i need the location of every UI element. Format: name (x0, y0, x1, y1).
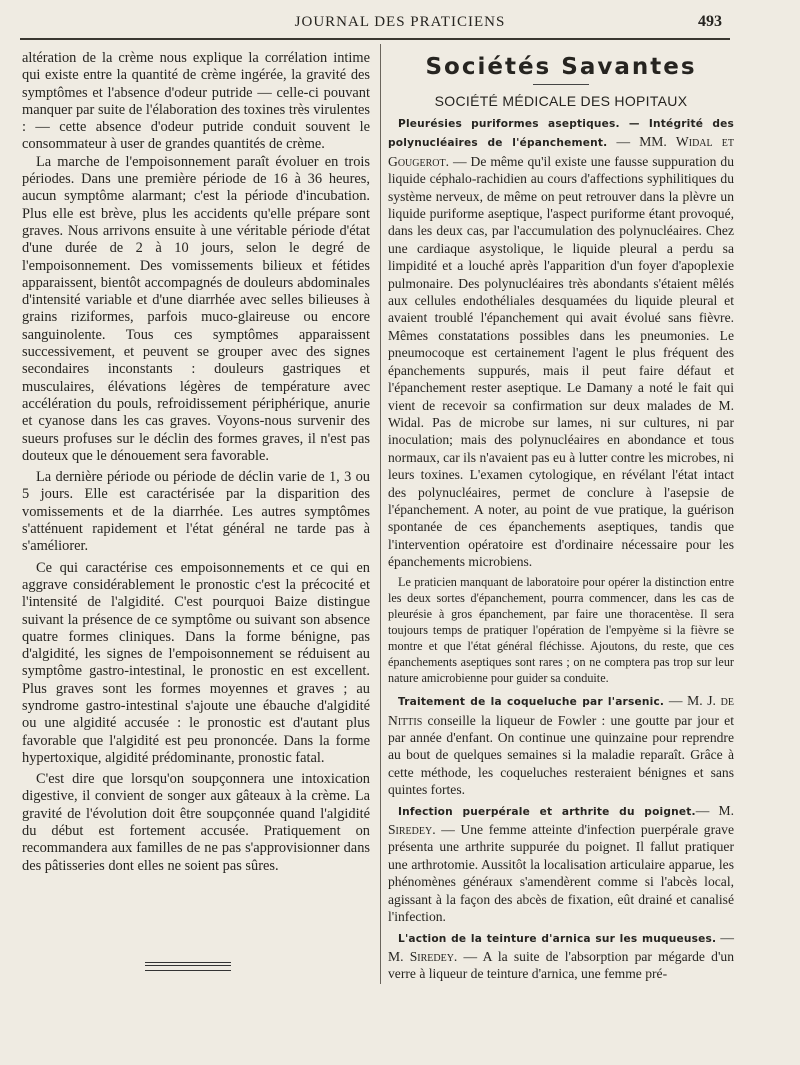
column-divider (380, 44, 381, 984)
journal-title: JOURNAL DES PRATICIENS (294, 14, 506, 30)
entry-author: Siredey. (388, 822, 436, 838)
entry-infection (388, 802, 734, 926)
practitioner-note: Le praticien manquant de laboratoire pour opérer la distinction entre les deux sortes d'épanchement, pourra commencer, dans les cas de pleurésie à gros épanchement, par faire une thoracentèse. Il sera toujours temps de pratiquer l'opération de l'empyème si la fièvre se montre et que l'état général fléchisse. Ajoutons, du reste, que ces épanchements aseptiques sont rares ; on ne comptera pas trop sur leur nature amicrobienne pour guider sa conduite. (388, 574, 734, 686)
entry-body: — Une femme atteinte d'infection puerpérale grave présenta une arthrite suppurée du poignet. Il fallut pratiquer une arthrotomie. Aussitôt la localisation articulaire apparue, les phénomènes généraux s'amendèrent comme si l'abcès local, agissant à la façon des abcès de fixation, eût drainé et canalisé l'infection. (388, 822, 734, 925)
left-column (22, 50, 370, 875)
entry-author: de Nittis (388, 693, 734, 728)
right-column (388, 50, 734, 986)
entry-heading: Traitement de la coqueluche par l'arsenic. (398, 696, 665, 709)
entry-heading: Pleurésies puriformes aseptiques. — Intégrité des polynucléaires de l'épanchement. (388, 118, 734, 150)
entry-arnica (388, 929, 734, 983)
page-header (0, 0, 800, 40)
entry-body: — De même qu'il existe une fausse suppuration du liquide céphalo-rachidien au cours d'affections syphilitiques du système nerveux, de même on peut retrouver dans la plèvre un liquide puriforme aseptique, l'aspect puriforme étant provoqué, dans les deux cas, par l'accumulation des polynucléaires. Chez une cardiaque asystolique, le liquide pleural a perdu sa limpidité et a louché après l'apparition d'un foyer d'apoplexie pulmonaire. Des polynucléaires très abondants s'étaient mêlés aux cellules endothéliales desquamées du liquide pleural et avaient troublé l'épanchement qui avait évolué sans fièvre. Mêmes constatations possibles dans les pneumonies. Le pneumocoque est certainement l'agent le plus fréquent des épanchements suppurés, mais il peut faire défaut et l'épanchement rester aseptique. Le Damany a noté le fait qui vient de recevoir sa confirmation sur deux malades de M. Widal. Pas de microbe sur lames, ni sur cultures, ni par inoculation; mais des polynucléaires en abondance et tous normaux, car ils n'avaient pas eu à lutter contre les microbes, ni leurs toxines. L'examen cytologique, en révélant l'état intact des polynucléaires, permet de conclure à l'asepsie de l'épanchement. A noter, au point de vue pratique, la guérison spontanée de ces épanchements aseptiques, tandis que l'intervention opératoire est d'ordinaire nécessaire pour les épanchements microbiens. (388, 153, 734, 570)
section-title: Sociétés Savantes (425, 54, 697, 80)
end-ornament (145, 962, 231, 971)
paragraph: Ce qui caractérise ces empoisonnements et ce qui en aggrave considérablement le pronostic c'est la précocité et l'intensité de l'algidité. C'est pourquoi Baize distingue suivant la présence de ce symptôme ou suivant son absence quatre formes cliniques. Dans la forme bénigne, pas d'algidité, les signes de l'empoisonnement se réduisent au symptôme gastro-intestinal, le pronostic en est excellent. Plus graves sont les formes moyennes et graves ; au syndrome gastro-intestinal s'ajoute une ébauche d'algidité ou une algidité accusée : le pronostic est d'autant plus favorable que l'algidité est peu prononcée. Dans la forme hypertoxique, algidité prédominante, pronostic fatal. (22, 559, 370, 766)
entry-heading: L'action de la teinture d'arnica sur les muqueuses. (398, 932, 717, 945)
entry-author: Siredey. (409, 948, 458, 964)
entry-heading: Infection puerpérale et arthrite du poignet. (398, 805, 696, 818)
paragraph: La dernière période ou période de déclin varie de 1, 3 ou 5 jours. Elle est caractérisée par la disparition des vomissements et de la diarrhée. Les autres symptômes s'atténuent rapidement et l'état général ne tarde pas à s'améliorer. (22, 469, 370, 555)
entry-body: — A la suite de l'absorption par mégarde d'un verre à liqueur de teinture d'arnica, une femme pré- (388, 948, 735, 982)
entry-separator: — M. J. (664, 693, 721, 709)
entry-separator: — M. (388, 929, 734, 964)
entry-separator: — M. (695, 802, 735, 818)
page-number: 493 (698, 13, 722, 30)
entry-body: conseille la liqueur de Fowler : une goutte par jour et par année d'enfant. On continue une quinzaine pour reprendre au bout de quelques semaines si la maladie reparaît. Grâce à cette méthode, les coqueluches resteraient bénignes et sans quintes fortes. (388, 712, 734, 798)
society-heading: SOCIÉTÉ MÉDICALE DES HOPITAUX (434, 93, 688, 109)
entry-author: Widal et Gougerot. (388, 134, 734, 169)
title-rule (533, 84, 589, 85)
header-rule (20, 38, 730, 40)
paragraph: C'est dire que lorsqu'on soupçonnera une intoxication digestive, il convient de songer aux gâteaux à la crème. La gravité de l'évolution doit être soupçonnée quand l'algidité du début est fortement accusée. Pratiquement on recommandera aux familles de ne pas s'approvisionner dans des pâtisseries dont elles ne soient pas sûres. (22, 771, 370, 874)
paragraph: altération de la crème nous explique la corrélation intime qui existe entre la quantité de crème ingérée, la gravité des symptômes et l'absence d'odeur putride — celle-ci pouvant manquer par suite de l'élaboration des toxines très virulentes : — cette absence d'odeur putride conduit souvent le consommateur à user de grandes quantités de crème. (22, 50, 370, 153)
entry-coqueluche (388, 692, 734, 798)
paragraph: La marche de l'empoisonnement paraît évoluer en trois périodes. Dans une première période de 16 à 36 heures, aucun symptôme alarmant; c'est la période d'incubation. Plus elle est brève, plus les accidents qu'elle prépare sont graves. Nous arrivons ensuite à une véritable période d'état d'une durée de 2 à 10 jours, selon le degré de l'empoisonnement. Des vomissements bilieux et fétides apparaissent, bientôt accompagnés de douleurs abdominales d'intensité variable et d'une diarrhée avec selles bilieuses à grains riziformes, parfois muco-glaireuse ou encore sanguinolente. Tous ces symptômes apparaissent successivement, et peuvent se grouper avec des signes secondaires inconstants : douleurs gastriques et musculaires, élévations légères de température avec accélération du pouls, refroidissement périphérique, anurie et cyanose dans les cas graves. Voyons-nous survenir des sueurs profuses sur le déclin des formes graves, il n'est pas douteux que le dénouement sera favorable. (22, 153, 370, 464)
entry-separator: — MM. (607, 134, 676, 150)
entry-pleuresies (388, 114, 734, 571)
